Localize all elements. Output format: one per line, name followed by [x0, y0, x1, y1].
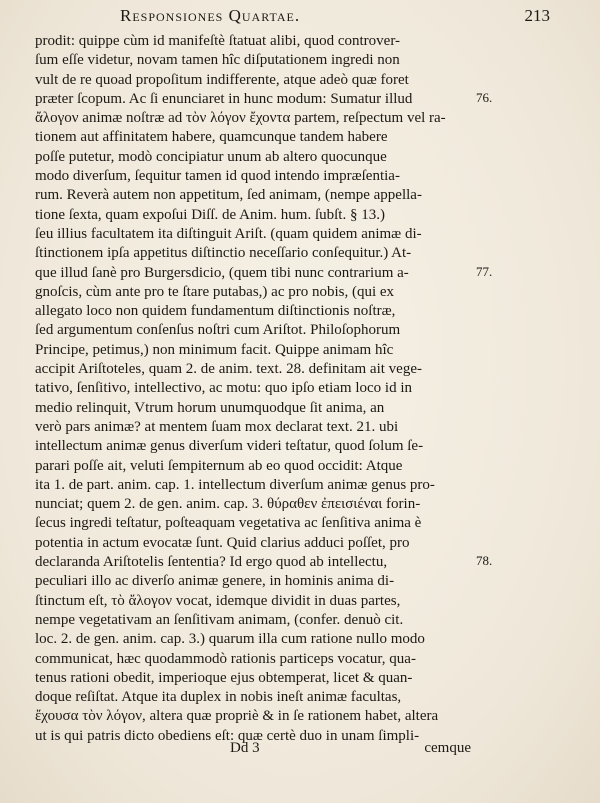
text-line: ita 1. de part. anim. cap. 1. intellectum diverſum animæ genus pro-: [35, 476, 435, 493]
text-line: allegato loco non quidem fundamentum diſtinctionis noſtræ,: [35, 303, 396, 320]
text-line: accipit Ariſtoteles, quam 2. de anim. text. 28. definitam ait vege-: [35, 361, 422, 378]
page-number: 213: [524, 6, 550, 25]
margin-note: 77.: [476, 263, 493, 279]
text-line: ἔχουσα τὸν λόγον, altera quæ propriè & in ſe rationem habet, altera: [35, 708, 439, 725]
text-line: ſum eſſe videtur, novam tamen hîc diſputationem ingredi non: [35, 52, 400, 69]
text-line: modo diverſum, ſequitur tamen id quod intendo impræſentia-: [35, 168, 400, 185]
running-title: Responsiones Quartae.: [120, 6, 301, 25]
text-line: communicat, hæc quodammodò rationis particeps vocatur, qua-: [35, 650, 416, 667]
text-line: gnoſcis, cùm ante pro te ſtare putabas,) ac pro nobis, (qui ex: [35, 283, 395, 300]
text-line: poſſe putetur, modò concipiatur unum ab altero quocunque: [35, 148, 387, 165]
signature-mark: Dd 3: [230, 740, 260, 756]
text-line: ſed argumentum conſenſus noſtri cum Ariſtot. Philoſophorum: [35, 322, 401, 339]
text-line: prodit: quippe cùm id manifeſtè ſtatuat alibi, quod controver-: [35, 33, 401, 49]
catchword: cemque: [424, 740, 471, 756]
text-line: præter ſcopum. Ac ſi enunciaret in hunc modum: Sumatur illud: [35, 90, 413, 107]
text-line: nempe vegetativam an ſenſitivam animam, (confer. denuò cit.: [35, 611, 404, 628]
text-line: tativo, ſenſitivo, intellectivo, ac motu: quo ipſo etiam loco id in: [35, 380, 413, 397]
text-line: loc. 2. de gen. anim. cap. 3.) quarum illa cum ratione nullo modo: [35, 631, 425, 648]
text-line: rum. Reverà autem non appetitum, ſed animam, (nempe appella-: [35, 187, 422, 204]
margin-note: 78.: [476, 553, 493, 569]
text-line: parari poſſe ait, veluti ſempiternum ab eo quod occidit: Atque: [35, 457, 403, 474]
text-line: tionem aut affinitatem habere, quamcunque tandem habere: [35, 129, 388, 146]
text-line: ſeu illius facultatem ita diſtinguit Ariſt. (quam quidem animæ di-: [35, 225, 422, 242]
text-line: Principe, petimus,) non minimum facit. Quippe animam hîc: [35, 341, 394, 358]
text-line: doque reſiſtat. Atque ita duplex in nobis ineſt animæ facultas,: [35, 689, 402, 706]
text-line: ἄλογον animæ noſtræ ad τὸν λόγον ἔχοντα partem, reſpectum vel ra-: [35, 110, 446, 127]
text-line: verò pars animæ? at mentem ſuam mox declarat text. 21. ubi: [35, 418, 399, 435]
text-line: ſecus ingredi teſtatur, poſteaquam vegetativa ac ſenſitiva anima è: [35, 515, 422, 532]
text-line: declaranda Ariſtotelis ſententia? Id ergo quod ab intellectu,: [35, 554, 388, 571]
text-line: intellectum animæ genus diverſum videri teſtatur, quod ſolum ſe-: [35, 438, 424, 455]
text-line: que illud ſanè pro Burgersdicio, (quem tibi nunc contrarium a-: [35, 264, 409, 281]
page-footer: [35, 740, 471, 762]
text-line: nunciat; quem 2. de gen. anim. cap. 3. θύραθεν ἐπεισιέναι forin-: [35, 496, 421, 513]
margin-note: 76.: [476, 89, 493, 105]
text-line: ſtinctionem ipſa appetitus diſtinctio neceſſario conſequitur.) At-: [35, 245, 412, 262]
text-line: ſtinctum eſt, τὸ ἄλογον vocat, idemque dividit in duas partes,: [35, 592, 401, 609]
text-line: medio relinquit, Vtrum horum unumquodque ſit anima, an: [35, 399, 385, 416]
text-line: tione ſexta, quam expoſui Diſſ. de Anim. hum. ſubſt. § 13.): [35, 206, 385, 223]
text-line: tenus rationi obedit, imperioque ejus obtemperat, licet & quan-: [35, 669, 413, 686]
text-line: peculiari illo ac diverſo animæ genere, in hominis anima di-: [35, 573, 395, 590]
text-line: vult de re quoad propoſitum indifferente, atque adeò quæ foret: [35, 71, 409, 88]
body-text: [35, 32, 471, 746]
text-line: ut is qui patris dicto obediens eſt: quæ certè duo in unam ſimpli-: [35, 727, 420, 744]
page-header: [110, 6, 550, 28]
text-line: potentia in actum evocatæ ſunt. Quid clarius adduci poſſet, pro: [35, 534, 410, 551]
